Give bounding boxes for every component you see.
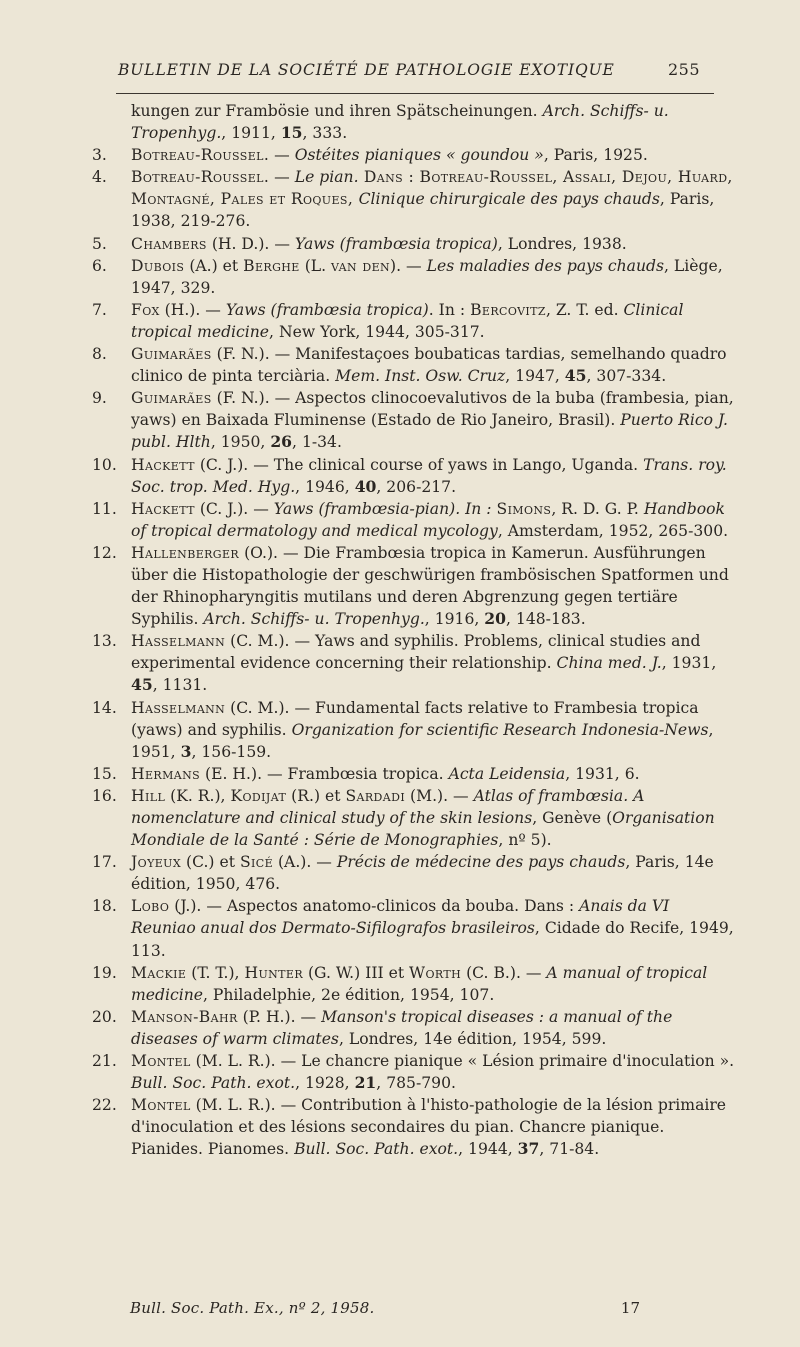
- reference-item: 17. Joyeux (C.) et Sicé (A.). — Précis de médecine des pays chauds, Paris, 14e édition, 1950, 476.: [92, 853, 714, 894]
- reference-item: 20. Manson-Bahr (P. H.). — Manson's tropical diseases : a manual of the diseases of warm climates, Londres, 14e édition, 1954, 599.: [92, 1007, 673, 1048]
- reference-item: 16. Hill (K. R.), Kodijat (R.) et Sardadi (M.). — Atlas of frambœsia. A nomenclature and clinical study of the skin lesions, Genève (Organisation Mondiale de la Santé : Série de Monographies, nº 5).: [92, 786, 715, 850]
- reference-item: 5. Chambers (H. D.). — Yaws (frambœsia tropica), Londres, 1938.: [92, 234, 627, 253]
- reference-item: 7. Fox (H.). — Yaws (frambœsia tropica). In : Bercovitz, Z. T. ed. Clinical tropical medicine, New York, 1944, 305-317.: [92, 300, 684, 341]
- reference-item: 6. Dubois (A.) et Berghe (L. van den). — Les maladies des pays chauds, Liège, 1947, 329.: [92, 256, 723, 297]
- header-rule: [116, 93, 714, 94]
- reference-item: 12. Hallenberger (O.). — Die Frambœsia tropica in Kamerun. Ausführungen über die Histopathologie der geschwürigen frambösischen Spatformen und der Rhinopharyngitis mutilans und deren Abgrenzung gegen tertiäre Syphilis. Arch. Schiffs- u. Tropenhyg., 1916, 20, 148-183.: [92, 543, 729, 629]
- reference-continuation: kungen zur Frambösie und ihren Spätscheinungen. Arch. Schiffs- u. Tropenhyg., 1911, 15, 333.: [131, 102, 669, 143]
- footer-signature: 17: [620, 1299, 640, 1317]
- reference-item: 9. Guimarães (F. N.). — Aspectos clinocoevalutivos de la buba (frambesia, pian, yaws) en Baixada Fluminense (Estado de Rio Janeiro, Brasil). Puerto Rico J. publ. Hlth, 1950, 26, 1-34.: [92, 389, 734, 452]
- reference-item: 21. Montel (M. L. R.). — Le chancre pianique « Lésion primaire d'inoculation ». Bull. Soc. Path. exot., 1928, 21, 785-790.: [92, 1052, 735, 1093]
- running-header: [118, 60, 700, 79]
- reference-item: 15. Hermans (E. H.). — Frambœsia tropica. Acta Leidensia, 1931, 6.: [92, 764, 640, 783]
- reference-item: 11. Hackett (C. J.). — Yaws (frambœsia-pian). In : Simons, R. D. G. P. Handbook of tropical dermatology and medical mycology, Amsterdam, 1952, 265-300.: [92, 499, 729, 540]
- footer-journal: Bull. Soc. Path. Ex., nº 2, 1958.: [130, 1299, 375, 1317]
- running-title: BULLETIN DE LA SOCIÉTÉ DE PATHOLOGIE EXOTIQUE: [118, 61, 615, 79]
- reference-item: 8. Guimarães (F. N.). — Manifestaçoes boubaticas tardias, semelhando quadro clinico de pinta terciària. Mem. Inst. Osw. Cruz, 1947, 45, 307-334.: [92, 345, 727, 386]
- reference-item: 22. Montel (M. L. R.). — Contribution à l'histo-pathologie de la lésion primaire d'inoculation et des lésions secondaires du pian. Chancre pianique. Pianides. Pianomes. Bull. Soc. Path. exot., 1944, 37, 71-84.: [92, 1096, 727, 1159]
- page-footer: [130, 1299, 640, 1317]
- reference-item: 3. Botreau-Roussel. — Ostéites pianiques « goundou », Paris, 1925.: [92, 146, 648, 165]
- reference-item: 14. Hasselmann (C. M.). — Fundamental facts relative to Frambesia tropica (yaws) and syphilis. Organization for scientific Research Indonesia-News, 1951, 3, 156-159.: [92, 698, 714, 761]
- reference-list: [92, 100, 738, 1161]
- page-number: 255: [667, 60, 700, 79]
- reference-item: 4. Botreau-Roussel. — Le pian. Dans : Botreau-Roussel, Assali, Dejou, Huard, Montagné, Pales et Roques, Clinique chirurgicale des pays chauds, Paris, 1938, 219-276.: [92, 168, 733, 231]
- reference-item: 19. Mackie (T. T.), Hunter (G. W.) III et Worth (C. B.). — A manual of tropical medicine, Philadelphie, 2e édition, 1954, 107.: [92, 963, 708, 1004]
- reference-item: 10. Hackett (C. J.). — The clinical course of yaws in Lango, Uganda. Trans. roy. Soc. trop. Med. Hyg., 1946, 40, 206-217.: [92, 455, 727, 496]
- reference-item: 18. Lobo (J.). — Aspectos anatomo-clinicos da bouba. Dans : Anais da VI Reuniao anual dos Dermato-Sifilografos brasileiros, Cidade do Recife, 1949, 113.: [92, 897, 734, 960]
- reference-item: 13. Hasselmann (C. M.). — Yaws and syphilis. Problems, clinical studies and experimental evidence concerning their relationship. China med. J., 1931, 45, 1131.: [92, 632, 717, 695]
